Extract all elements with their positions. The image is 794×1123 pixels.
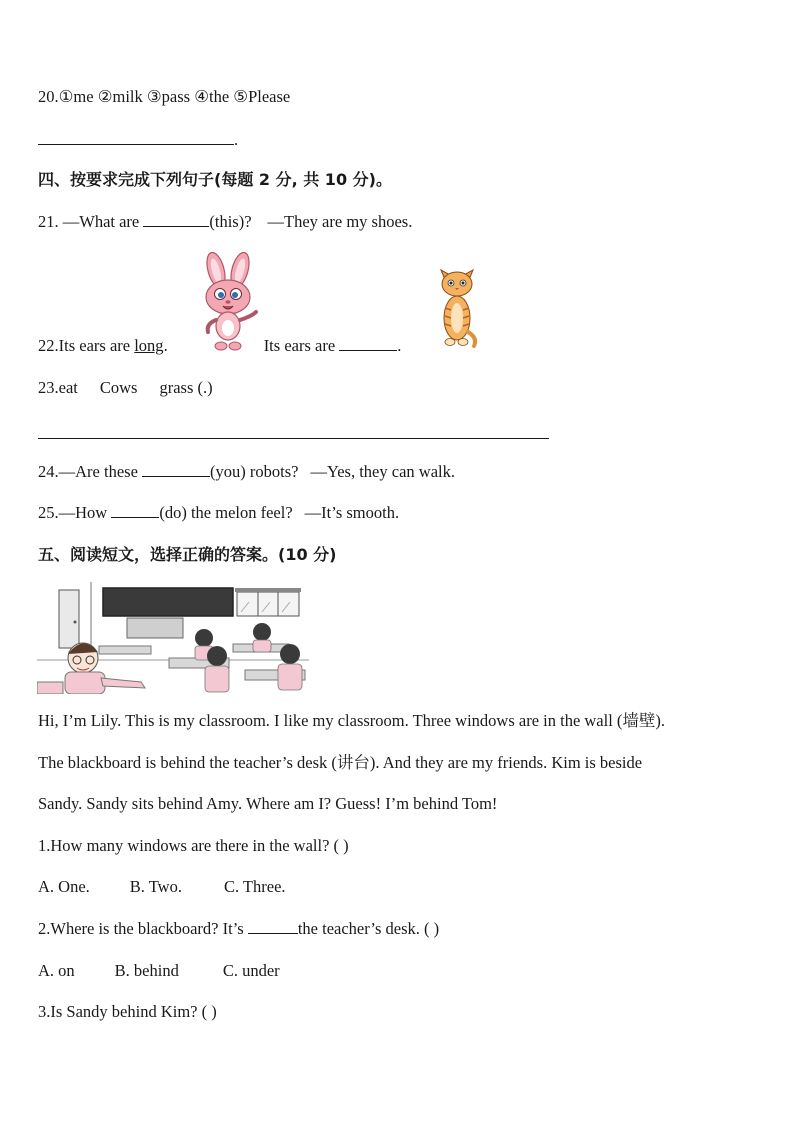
- question-text: 2.Where is the blackboard? It’s: [38, 919, 248, 938]
- question-number: 24.: [38, 462, 59, 481]
- answer-line-20: [38, 130, 238, 150]
- question-number: 20.: [38, 87, 59, 106]
- answer-blank[interactable]: [111, 503, 159, 518]
- option-b[interactable]: B. behind: [114, 961, 179, 980]
- reading-options-1: [38, 877, 286, 897]
- reading-options-2: [38, 961, 280, 981]
- answer-text: —They are my shoes.: [267, 212, 413, 231]
- word: eat: [58, 378, 78, 397]
- section-5-title: 五、阅读短文，选择正确的答案。(10 分): [38, 545, 337, 564]
- reading-question-2: [38, 919, 439, 939]
- question-20: [38, 87, 290, 107]
- question-text: —What are: [58, 212, 144, 231]
- question-hint: (this)?: [209, 212, 252, 231]
- period: .: [397, 336, 402, 355]
- question-text: —Are these: [58, 462, 143, 481]
- classroom-illustration: [37, 582, 309, 694]
- cat-illustration: [434, 262, 480, 348]
- question-number: 22.: [38, 336, 59, 355]
- question-hint: (you) robots?: [210, 462, 299, 481]
- question-text: —How: [58, 503, 112, 522]
- question-21: [38, 212, 412, 232]
- question-number: 25.: [38, 503, 59, 522]
- option-a[interactable]: A. One.: [38, 877, 90, 896]
- question-25: [38, 503, 399, 523]
- period: .: [234, 130, 239, 149]
- question-23: [38, 378, 213, 398]
- word: Cows: [99, 378, 138, 397]
- word: grass (.): [159, 378, 213, 397]
- question-24: [38, 462, 455, 482]
- period: .: [163, 336, 168, 355]
- question-text: Its ears are: [58, 336, 135, 355]
- option-c[interactable]: C. Three.: [223, 877, 286, 896]
- reading-question-1: 1.How many windows are there in the wall? ( ): [38, 836, 349, 855]
- answer-blank[interactable]: [38, 130, 234, 145]
- reading-question-3: 3.Is Sandy behind Kim? ( ): [38, 1002, 217, 1021]
- answer-blank[interactable]: [339, 336, 397, 351]
- answer-text: —It’s smooth.: [304, 503, 400, 522]
- option-c[interactable]: C. under: [222, 961, 280, 980]
- passage-line-1: Hi, I’m Lily. This is my classroom. I like my classroom. Three windows are in the wall (墙壁).: [38, 711, 666, 730]
- underlined-word: long: [134, 336, 164, 355]
- option-a[interactable]: A. on: [38, 961, 75, 980]
- answer-blank[interactable]: [248, 919, 298, 934]
- answer-blank[interactable]: [142, 462, 210, 477]
- answer-text: —Yes, they can walk.: [310, 462, 455, 481]
- question-22: [38, 336, 401, 356]
- answer-line-23[interactable]: [38, 438, 549, 439]
- question-number: 23.: [38, 378, 59, 397]
- question-number: 21.: [38, 212, 59, 231]
- option-b[interactable]: B. Two.: [129, 877, 182, 896]
- section-4-title: 四、按要求完成下列句子(每题 2 分, 共 10 分)。: [38, 170, 392, 189]
- answer-blank[interactable]: [143, 212, 209, 227]
- question-words: ①me ②milk ③pass ④the ⑤Please: [58, 87, 291, 106]
- question-text: Its ears are: [263, 336, 340, 355]
- question-text: the teacher’s desk. ( ): [297, 919, 440, 938]
- question-hint: (do) the melon feel?: [159, 503, 293, 522]
- passage-line-3: Sandy. Sandy sits behind Amy. Where am I? Guess! I’m behind Tom!: [38, 794, 498, 813]
- passage-line-2: The blackboard is behind the teacher’s desk (讲台). And they are my friends. Kim is beside: [38, 753, 643, 772]
